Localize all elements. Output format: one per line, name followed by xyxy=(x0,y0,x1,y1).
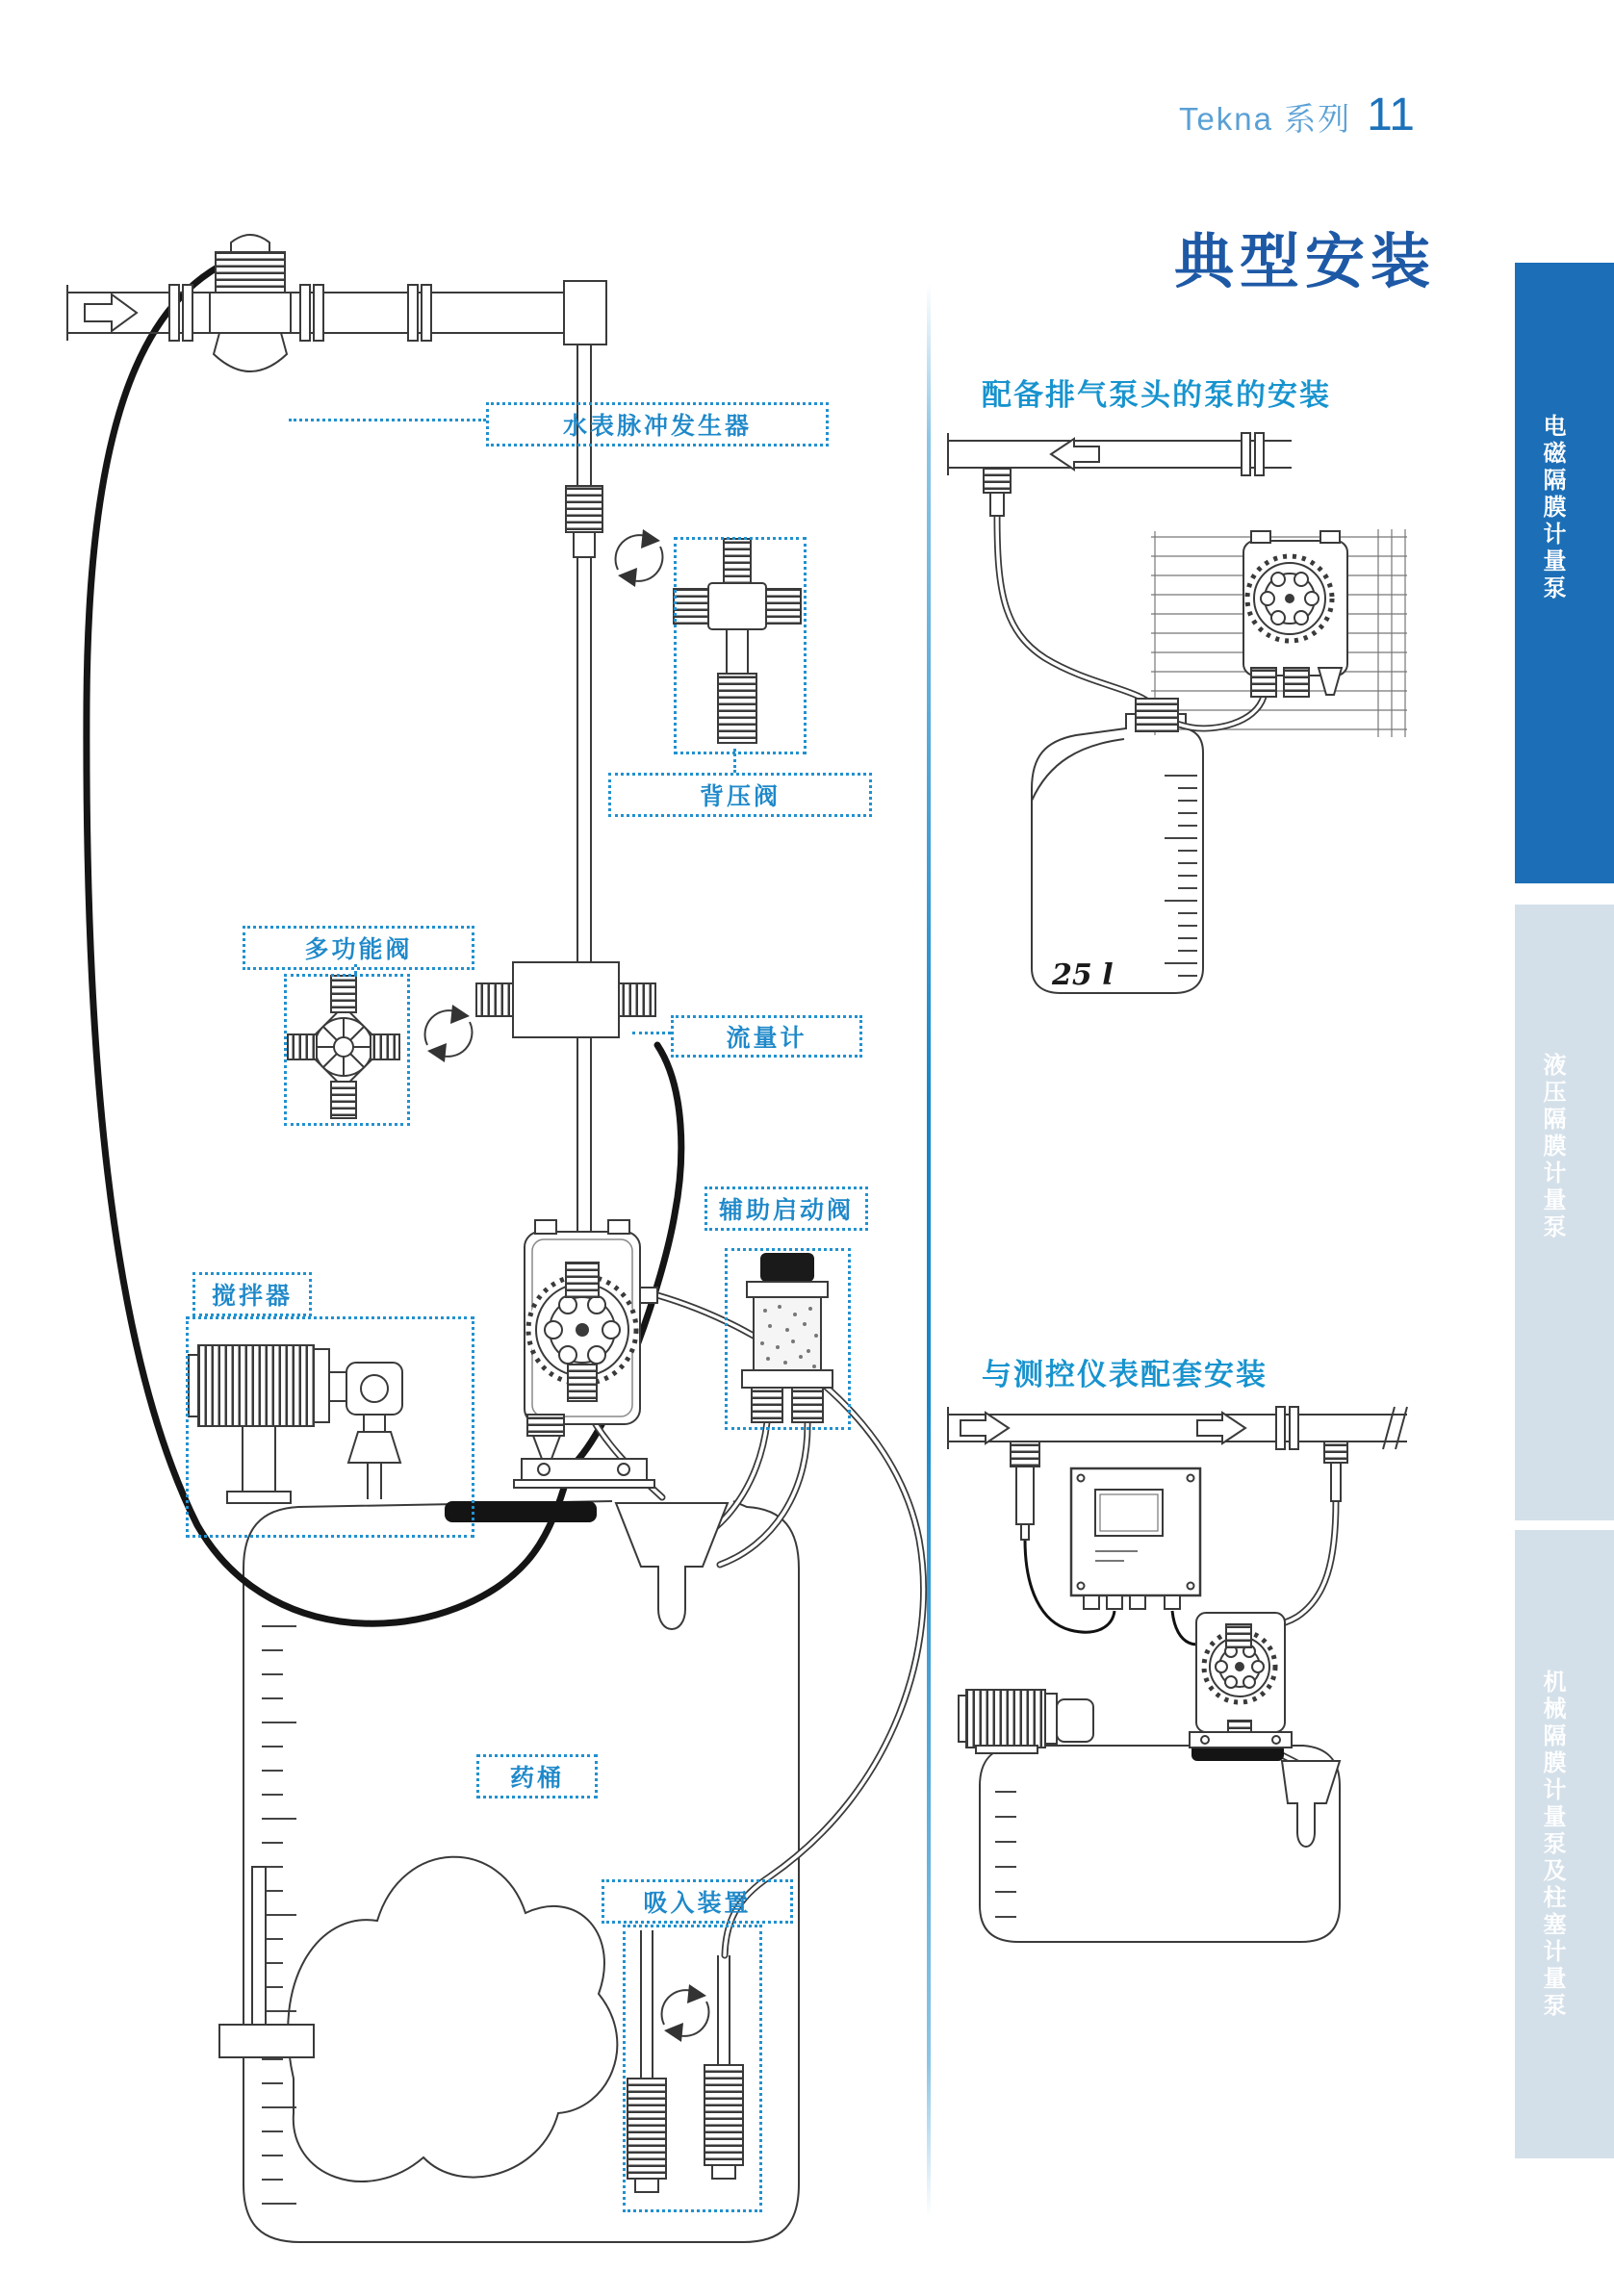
multifunction-valve-outline xyxy=(284,974,410,1126)
flow-direction-arrow xyxy=(85,294,137,331)
label-auxiliary-start-valve: 辅助启动阀 xyxy=(705,1186,868,1231)
tank-capacity-label: 25 l xyxy=(1052,958,1114,992)
back-pressure-valve-outline xyxy=(674,537,807,754)
label-back-pressure-valve: 背压阀 xyxy=(608,773,872,817)
sidebar-tab-hydraulic-diaphragm-pumps xyxy=(1515,905,1614,1520)
connector-back-pressure-valve xyxy=(733,749,736,773)
series-label: Tekna 系列 xyxy=(1178,101,1352,137)
sidebar-tab-mechanical-diaphragm-plunger-pumps xyxy=(1515,1530,1614,2158)
connector-flow-meter xyxy=(632,1032,671,1034)
controller-display xyxy=(1095,1490,1163,1536)
sidebar-tab-label: 电磁隔膜计量泵 xyxy=(1539,413,1565,602)
degassing-install-diagram xyxy=(948,433,1407,993)
agitator-outline xyxy=(186,1316,474,1538)
sidebar-tab-solenoid-diaphragm-pumps xyxy=(1515,263,1614,883)
sidebar-tab-label: 机械隔膜计量泵及柱塞计量泵 xyxy=(1539,1669,1565,2020)
water-meter-drawing xyxy=(210,235,291,371)
carboy-cap xyxy=(1136,699,1178,731)
water-pipe-drawing xyxy=(67,281,606,344)
rotate-arrows-icon xyxy=(425,1005,473,1062)
suction-device-outline xyxy=(623,1925,762,2212)
degassing-pump-drawing xyxy=(1243,531,1347,697)
flow-meter-drawing xyxy=(476,962,655,1037)
page-header xyxy=(1020,89,1415,141)
flow-direction-arrow xyxy=(961,1413,1009,1443)
main-installation-diagram xyxy=(67,235,924,2242)
heading-degassing-install: 配备排气泵头的泵的安装 xyxy=(982,378,1331,412)
tank-funnel xyxy=(616,1503,728,1629)
page-title: 典型安装 xyxy=(1173,229,1436,295)
label-flow-meter: 流量计 xyxy=(671,1015,862,1058)
injection-fitting xyxy=(984,468,1011,516)
label-chemical-tank: 药桶 xyxy=(476,1754,598,1799)
aux-start-valve-outline xyxy=(725,1248,851,1430)
page-number: 11 xyxy=(1367,89,1415,140)
label-water-meter-pulse-generator: 水表脉冲发生器 xyxy=(486,402,829,446)
carboy-drawing xyxy=(1032,714,1203,993)
agitator-drawing xyxy=(959,1690,1093,1753)
instrument-install-diagram xyxy=(948,1407,1407,1942)
flow-direction-arrow xyxy=(1051,439,1099,470)
injection-tube xyxy=(997,516,1264,728)
tank-funnel xyxy=(1282,1761,1340,1847)
connector-water-meter xyxy=(289,419,486,421)
heading-instrument-install: 与测控仪表配套安装 xyxy=(982,1358,1268,1391)
flow-direction-arrow xyxy=(1197,1413,1245,1443)
label-agitator: 搅拌器 xyxy=(192,1272,312,1316)
label-suction-device: 吸入装置 xyxy=(602,1879,793,1924)
rotate-arrows-icon xyxy=(616,529,663,587)
label-multifunction-valve: 多功能阀 xyxy=(243,926,474,970)
column-divider xyxy=(927,284,931,2218)
metering-pump-drawing xyxy=(1190,1613,1292,1748)
controller-drawing xyxy=(1071,1468,1200,1609)
injection-line-drawing xyxy=(566,344,602,1263)
sidebar-tab-label: 液压隔膜计量泵 xyxy=(1539,1053,1565,1241)
